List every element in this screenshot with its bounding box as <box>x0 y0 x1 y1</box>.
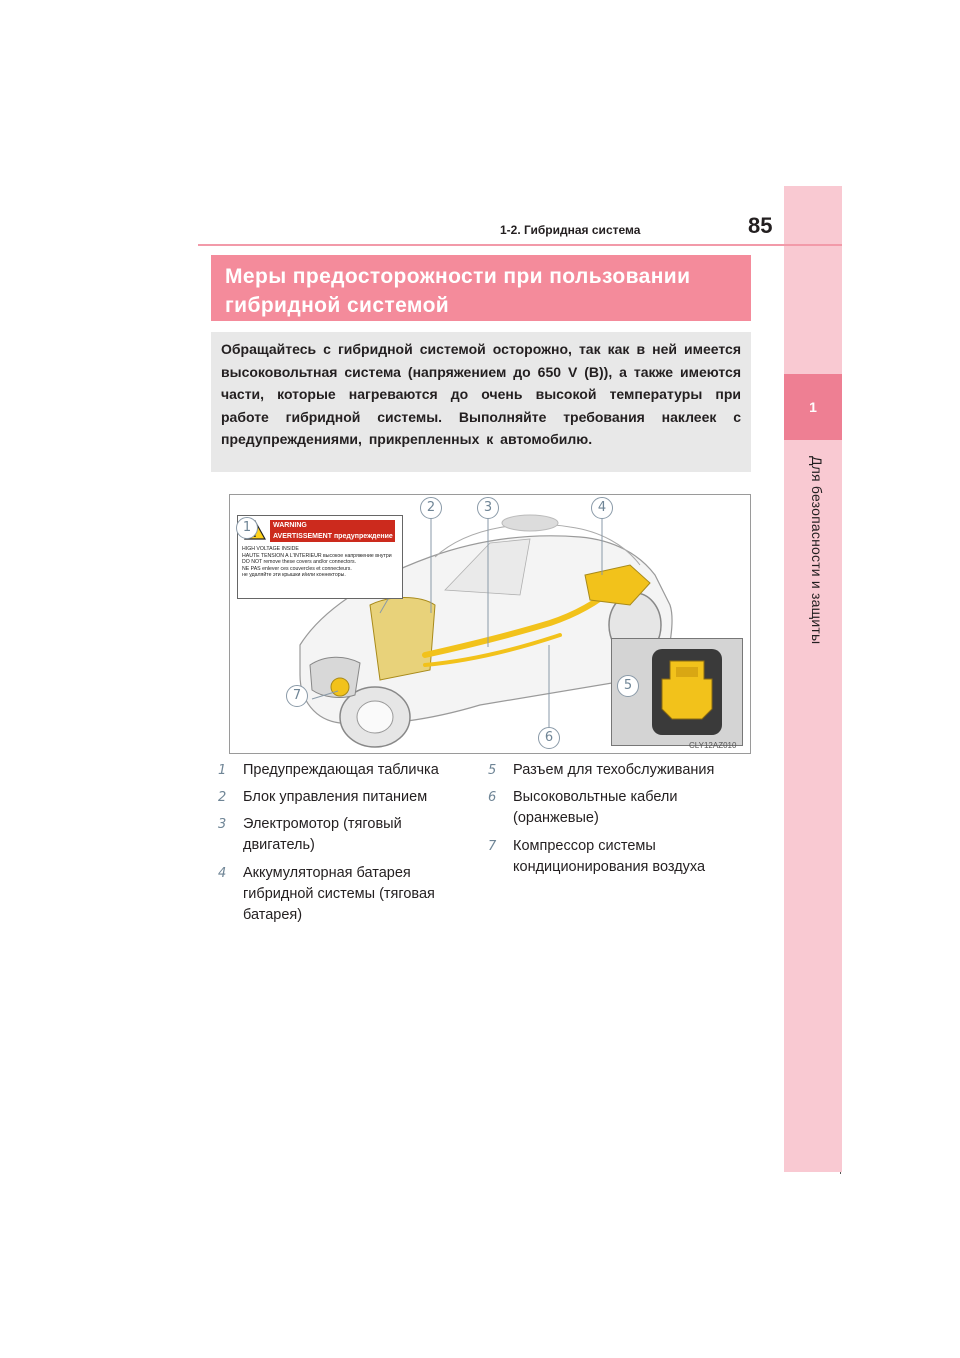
legend-text: Компрессор системы кондиционирования воздуха <box>513 838 706 875</box>
legend-left <box>218 760 478 940</box>
legend-text: Высоковольтные кабели (оранжевые) <box>513 789 678 826</box>
warning-line: не удаляйте эти крышки и/или коннекторы. <box>242 572 346 579</box>
legend-number: 1 <box>218 763 227 778</box>
chapter-number: 1 <box>784 374 842 440</box>
warning-label-head <box>270 520 395 542</box>
service-plug-handle <box>676 667 698 677</box>
running-head: 1-2. Гибридная система <box>500 223 641 237</box>
illustration-code: CLY12AZ010 <box>689 741 737 750</box>
callout-5: 5 <box>617 675 639 697</box>
front-wheel-hub <box>357 701 393 733</box>
legend-number: 3 <box>218 817 227 832</box>
warning-head-line1: WARNING <box>273 522 307 529</box>
chapter-title: Для безопасности и защиты <box>809 456 825 645</box>
legend-number: 4 <box>218 866 227 881</box>
engine-components <box>370 598 435 681</box>
callout-3: 3 <box>477 497 499 519</box>
warning-line: DO NOT remove these covers and/or connectors. <box>242 559 357 566</box>
legend-text: Разъем для техобслуживания <box>513 762 715 778</box>
callout-6: 6 <box>538 727 560 749</box>
warning-head-line2: AVERTISSEMENT <box>273 533 332 540</box>
warning-head-line3: предупреждение <box>333 533 393 540</box>
section-title-line1: Меры предосторожности при пользовании <box>225 265 691 288</box>
warning-label-lines <box>242 546 398 579</box>
section-title-line2: гибридной системой <box>225 294 450 317</box>
warning-line: HIGH VOLTAGE INSIDE <box>242 546 299 552</box>
sunroof <box>502 515 558 531</box>
warning-line: NE PAS enlever ces couvercles et connecteurs. <box>242 565 352 572</box>
intro-text: Обращайтесь с гибридной системой осторожно, так как в ней имеется высоковольтная система (напряжением до 650 V (В)), а также имеются части, которые нагреваются до очень высокой температуры при работе гибридной системы. Выполняйте требования наклеек с предупреждениями, прикрепленных к автомобилю. <box>221 341 741 447</box>
legend-text: Блок управления питанием <box>243 789 428 805</box>
callout-1: 1 <box>236 517 258 539</box>
section-title-box <box>211 255 751 321</box>
header-rule <box>198 244 842 246</box>
page-number: 85 <box>748 213 773 238</box>
section-title <box>225 262 690 320</box>
legend-number: 2 <box>218 790 227 805</box>
warning-line: HAUTE TENSION A L'INTERIEUR высокое напряжение внутри <box>242 552 392 559</box>
legend-text: Предупреждающая табличка <box>243 762 439 778</box>
legend-right <box>488 760 753 890</box>
legend-number: 7 <box>488 839 497 854</box>
legend-number: 5 <box>488 763 497 778</box>
chapter-tab <box>784 186 842 1172</box>
intro-box <box>211 332 751 472</box>
warning-label <box>237 515 403 599</box>
legend-text: Аккумуляторная батарея гибридной системы (тяговая батарея) <box>243 865 435 923</box>
hybrid-system-illustration <box>229 494 751 754</box>
callout-4: 4 <box>591 497 613 519</box>
legend-text: Электромотор (тяговый двигатель) <box>243 816 402 853</box>
legend-number: 6 <box>488 790 497 805</box>
callout-7: 7 <box>286 685 308 707</box>
ac-compressor <box>331 678 349 696</box>
callout-2: 2 <box>420 497 442 519</box>
